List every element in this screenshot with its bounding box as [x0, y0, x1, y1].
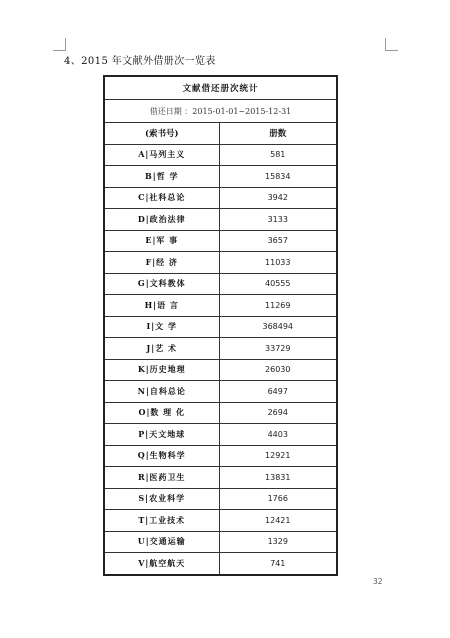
category-cell: D|政治法律 — [104, 209, 219, 231]
page-corner-mark-left — [53, 38, 66, 51]
column-header-count: 册数 — [219, 123, 337, 145]
category-cell: C|社科总论 — [104, 187, 219, 209]
table-row — [104, 531, 337, 553]
table-row — [104, 252, 337, 274]
table-row — [104, 510, 337, 532]
table-row — [104, 230, 337, 252]
count-cell: 3657 — [219, 230, 337, 252]
table-row — [104, 144, 337, 166]
category-cell: H|语 言 — [104, 295, 219, 317]
table-row — [104, 187, 337, 209]
table-row — [104, 381, 337, 403]
count-cell: 33729 — [219, 338, 337, 360]
category-cell: T|工业技术 — [104, 510, 219, 532]
count-cell: 581 — [219, 144, 337, 166]
category-cell: S|农业科学 — [104, 488, 219, 510]
category-cell: G|文科教体 — [104, 273, 219, 295]
count-cell: 12921 — [219, 445, 337, 467]
table-row — [104, 209, 337, 231]
count-cell: 40555 — [219, 273, 337, 295]
category-cell: R|医药卫生 — [104, 467, 219, 489]
count-cell: 1329 — [219, 531, 337, 553]
category-cell: N|自科总论 — [104, 381, 219, 403]
category-cell: F|经 济 — [104, 252, 219, 274]
count-cell: 741 — [219, 553, 337, 575]
table-row — [104, 467, 337, 489]
category-cell: E|军 事 — [104, 230, 219, 252]
count-cell: 13831 — [219, 467, 337, 489]
category-cell: P|天文地球 — [104, 424, 219, 446]
loan-statistics-table — [103, 75, 338, 576]
count-cell: 6497 — [219, 381, 337, 403]
count-cell: 3133 — [219, 209, 337, 231]
category-cell: Q|生物科学 — [104, 445, 219, 467]
table-row — [104, 402, 337, 424]
table-row — [104, 166, 337, 188]
table-title-row — [104, 76, 337, 100]
count-cell: 11033 — [219, 252, 337, 274]
category-cell: K|历史地理 — [104, 359, 219, 381]
section-heading: 4、2015 年文献外借册次一览表 — [64, 56, 216, 67]
table-row — [104, 295, 337, 317]
count-cell: 12421 — [219, 510, 337, 532]
count-cell: 15834 — [219, 166, 337, 188]
count-cell: 368494 — [219, 316, 337, 338]
table-row — [104, 445, 337, 467]
table-row — [104, 316, 337, 338]
column-header-category: (索书号) — [104, 123, 219, 145]
table-row — [104, 273, 337, 295]
category-cell: B|哲 学 — [104, 166, 219, 188]
count-cell: 11269 — [219, 295, 337, 317]
page-corner-mark-right — [385, 38, 398, 51]
table-row — [104, 424, 337, 446]
category-cell: A|马列主义 — [104, 144, 219, 166]
table-header-row — [104, 123, 337, 145]
page-number: 32 — [373, 577, 383, 586]
category-cell: V|航空航天 — [104, 553, 219, 575]
table-row — [104, 553, 337, 575]
category-cell: I|文 学 — [104, 316, 219, 338]
date-range: 借还日期 ：2015-01-01~2015-12-31 — [104, 100, 337, 123]
count-cell: 4403 — [219, 424, 337, 446]
count-cell: 26030 — [219, 359, 337, 381]
category-cell: J|艺 术 — [104, 338, 219, 360]
category-cell: U|交通运输 — [104, 531, 219, 553]
count-cell: 2694 — [219, 402, 337, 424]
count-cell: 1766 — [219, 488, 337, 510]
table-row — [104, 338, 337, 360]
count-cell: 3942 — [219, 187, 337, 209]
table-row — [104, 488, 337, 510]
category-cell: O|数 理 化 — [104, 402, 219, 424]
table-title: 文献借还册次统计 — [104, 76, 337, 100]
table-date-row — [104, 100, 337, 123]
table-row — [104, 359, 337, 381]
